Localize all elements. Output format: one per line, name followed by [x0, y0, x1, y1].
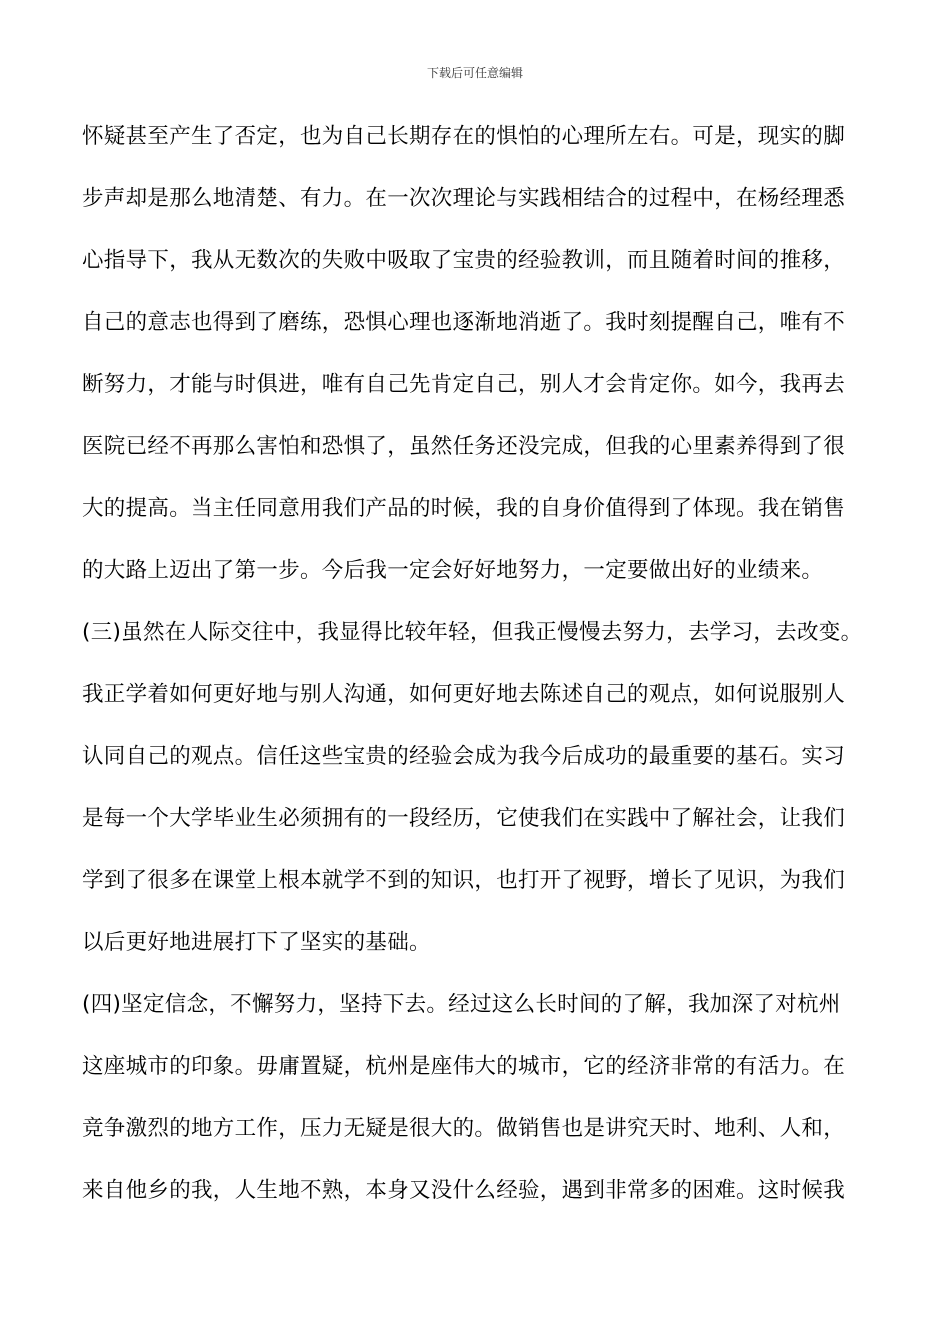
text-line: 医院已经不再那么害怕和恐惧了，虽然任务还没完成，但我的心里素养得到了很	[82, 434, 846, 459]
text-line: 认同自己的观点。信任这些宝贵的经验会成为我今后成功的最重要的基石。实习	[82, 744, 846, 769]
page-header: 下载后可任意编辑	[426, 66, 523, 80]
text-line: 是每一个大学毕业生必须拥有的一段经历，它使我们在实践中了解社会，让我们	[82, 806, 846, 831]
text-line: 我正学着如何更好地与别人沟通，如何更好地去陈述自己的观点，如何说服别人	[82, 682, 846, 707]
text-line: 以后更好地进展打下了坚实的基础。	[82, 930, 431, 955]
text-line: 的大路上迈出了第一步。今后我一定会好好地努力，一定要做出好的业绩来。	[82, 558, 824, 583]
text-line: 步声却是那么地清楚、有力。在一次次理论与实践相结合的过程中，在杨经理悉	[82, 186, 846, 211]
text-line: 这座城市的印象。毋庸置疑，杭州是座伟大的城市，它的经济非常的有活力。在	[82, 1054, 846, 1079]
text-line: (三)虽然在人际交往中，我显得比较年轻，但我正慢慢去努力，去学习，去改变。	[82, 620, 863, 645]
text-line: 怀疑甚至产生了否定，也为自己长期存在的惧怕的心理所左右。可是，现实的脚	[82, 124, 846, 149]
document-body	[82, 115, 882, 1231]
text-line: (四)坚定信念，不懈努力，坚持下去。经过这么长时间的了解，我加深了对杭州	[82, 992, 841, 1017]
text-line: 心指导下，我从无数次的失败中吸取了宝贵的经验教训，而且随着时间的推移，	[82, 248, 846, 273]
text-line: 来自他乡的我，人生地不熟，本身又没什么经验，遇到非常多的困难。这时候我	[82, 1178, 846, 1203]
text-line: 断努力，才能与时俱进，唯有自己先肯定自己，别人才会肯定你。如今，我再去	[82, 372, 846, 397]
text-line: 学到了很多在课堂上根本就学不到的知识，也打开了视野，增长了见识，为我们	[82, 868, 846, 893]
text-line: 竞争激烈的地方工作，压力无疑是很大的。做销售也是讲究天时、地利、人和，	[82, 1116, 846, 1141]
text-line: 自己的意志也得到了磨练，恐惧心理也逐渐地消逝了。我时刻提醒自己，唯有不	[82, 310, 846, 335]
text-line: 大的提高。当主任同意用我们产品的时候，我的自身价值得到了体现。我在销售	[82, 496, 846, 521]
